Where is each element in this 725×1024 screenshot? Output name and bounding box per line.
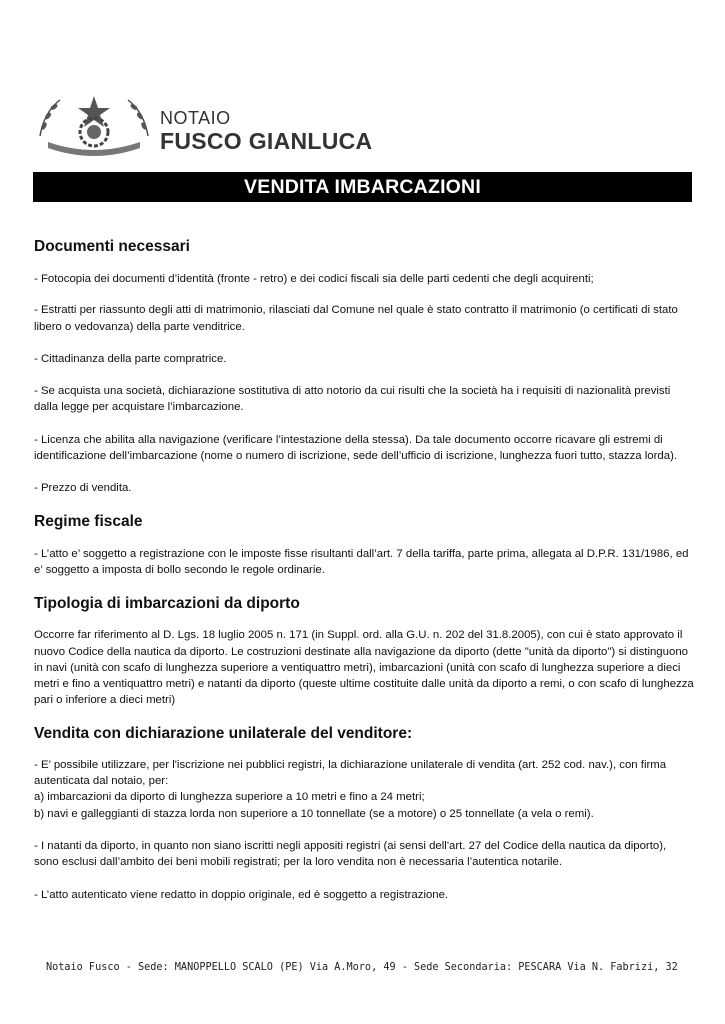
footer-address: Notaio Fusco - Sede: MANOPPELLO SCALO (PE) Via A.Moro, 49 - Sede Secondaria: PESCARA Via N. Fabrizi, 32 [46, 962, 678, 973]
paragraph: - Estratti per riassunto degli atti di matrimonio, rilasciati dal Comune nel quale è stato contratto il matrimonio (o certificati di stato libero o vedovanza) della parte venditrice. [34, 304, 678, 333]
paragraph: - Cittadinanza della parte compratrice. [34, 352, 227, 365]
section-vendita-unilaterale [34, 723, 694, 903]
paragraph: Occorre far riferimento al D. Lgs. 18 luglio 2005 n. 171 (in Suppl. ord. alla G.U. n. 202 del 31.8.2005), con cui è stato approvato il nuovo Codice della nautica da diporto. Le costruzioni destinate alla navigazione da diporto (dette "unità da diporto") si distinguono in navi (unità con scafo di lunghezza superiore a ventiquattro metri), imbarcazioni (unità con scafo di lunghezza superiore a dieci metri e fino a ventiquattro metri) e natanti da diporto (queste ultime costituite dalle unità da diporto a remi, o con scafo di lunghezza pari o inferiore a dieci metri) [34, 629, 694, 707]
paragraph: - Se acquista una società, dichiarazione sostitutiva di atto notorio da cui risulti che la società ha i requisiti di nazionalità previsti dalla legge per acquistare l’imbarcazione. [34, 385, 671, 414]
paragraph: - Prezzo di vendita. [34, 482, 132, 495]
section-tipologia [34, 593, 694, 708]
brand-name: FUSCO GIANLUCA [160, 128, 373, 154]
paragraph: - L’atto autenticato viene redatto in doppio originale, ed è soggetto a registrazione. [34, 888, 449, 901]
document-body [34, 236, 694, 903]
repubblica-italiana-emblem [34, 92, 154, 156]
notary-brand [160, 108, 372, 154]
section-heading: Vendita con dichiarazione unilaterale del venditore: [34, 724, 413, 742]
brand-title: NOTAIO [160, 108, 231, 128]
paragraph: - I natanti da diporto, in quanto non siano iscritti negli appositi registri (ai sensi dell'art. 27 del Codice della nautica da diporto), sono esclusi dall’ambito dei beni mobili registrati; per la loro vendita non è necessaria l’autentica notarile. [34, 839, 667, 869]
paragraph: - Fotocopia dei documenti d’identità (fronte - retro) e dei codici fiscali sia delle parti cedenti che degli acquirenti; [34, 273, 594, 285]
section-heading: Regime fiscale [34, 512, 143, 530]
section-heading: Tipologia di imbarcazioni da diporto [34, 595, 300, 613]
section-heading: Documenti necessari [34, 238, 190, 255]
paragraph: - L’atto e’ soggetto a registrazione con le imposte fisse risultanti dall’art. 7 della tariffa, parte prima, allegata al D.P.R. 131/1986, ed e’ soggetto a imposta di bollo secondo le regole ordinarie. [34, 547, 689, 576]
section-regime-fiscale [34, 511, 694, 579]
document-title: VENDITA IMBARCAZIONI [33, 172, 692, 202]
paragraph: - E’ possibile utilizzare, per l'iscrizione nei pubblici registri, la dichiarazione unilaterale di vendita (art. 252 cod. nav.), con firma autenticata dal notaio, per: a) imbarcazioni da diporto di lunghezza superiore a 10 metri e fino a 24 metri; b) navi e galleggianti di stazza lorda non superiore a 10 tonnellate (se a motore) o 25 tonnellate (a vela o remi). [34, 758, 667, 820]
paragraph: - Licenza che abilita alla navigazione (verificare l’intestazione della stessa). Da tale documento occorre ricavare gli estremi di identificazione dell’imbarcazione (nome o numero di iscrizione, sede dell’ufficio di iscrizione, lunghezza fuori tutto, stazza lorda). [34, 433, 678, 463]
section-documenti [34, 236, 694, 497]
